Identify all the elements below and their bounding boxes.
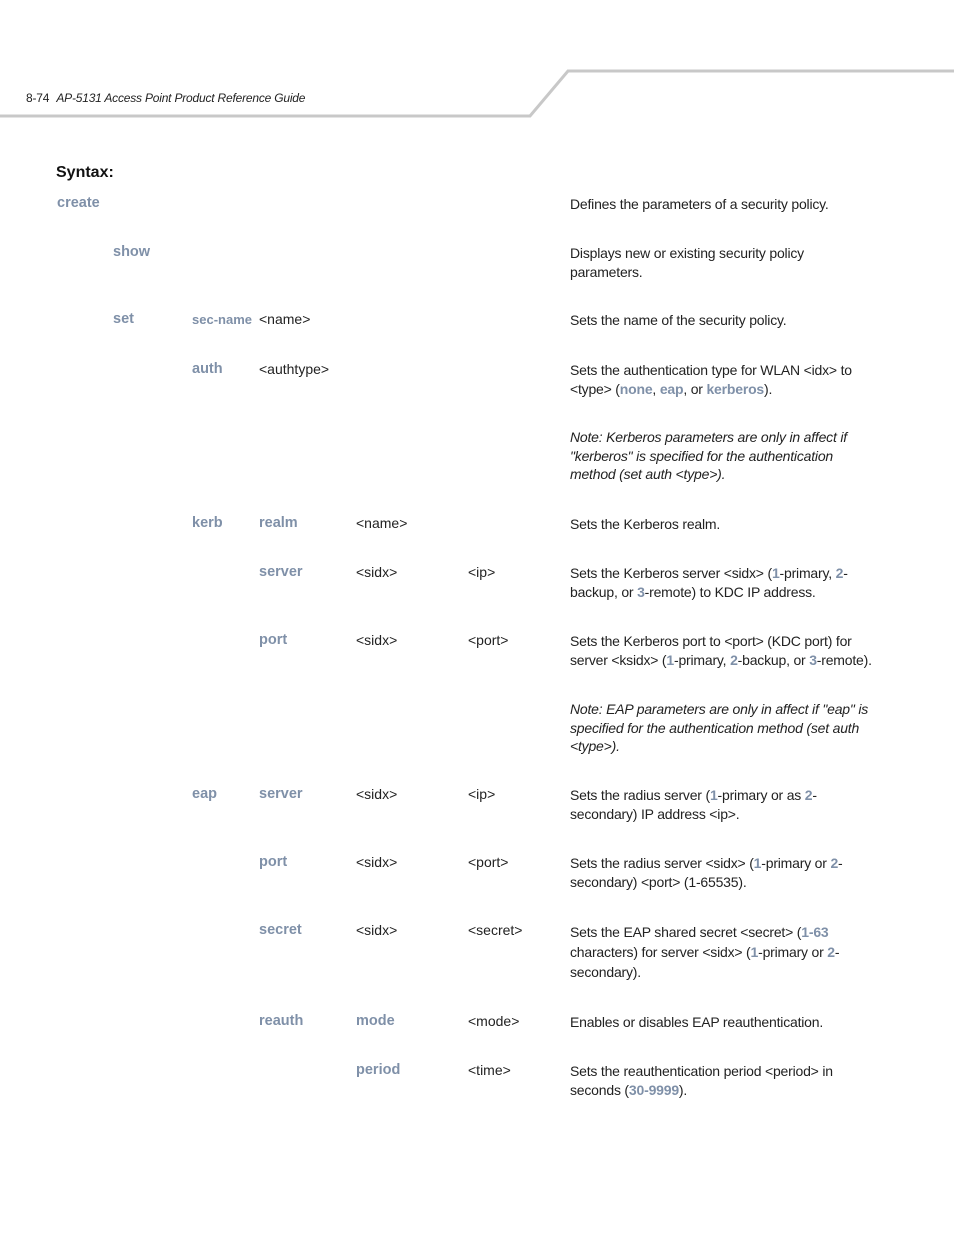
desc-eap-secret: Sets the EAP shared secret <secret> (1-63 characters) for server <sidx> (1-primary or 2-secondary). — [570, 924, 840, 980]
arg-eap-secret-secret: <secret> — [468, 922, 523, 938]
desc-kerb-realm: Sets the Kerberos realm. — [570, 516, 721, 532]
desc-sec-name: Sets the name of the security policy. — [570, 312, 787, 328]
arg-kerb-server-sidx: <sidx> — [356, 564, 398, 580]
page-number: 8-74 — [26, 91, 50, 105]
note-kerberos: Note: Kerberos parameters are only in affect if "kerberos" is specified for the authentication method (set auth <type>). — [570, 429, 847, 482]
desc-auth: Sets the authentication type for WLAN <idx> to <type> (none, eap, or kerberos). — [570, 362, 852, 397]
cmd-kerb-port: port — [259, 632, 288, 648]
cmd-eap-reauth: reauth — [259, 1013, 304, 1029]
desc-create: Defines the parameters of a security policy. — [570, 196, 829, 212]
guide-title: AP-5131 Access Point Product Reference Guide — [56, 91, 306, 105]
desc-kerb-server: Sets the Kerberos server <sidx> (1-primary, 2-backup, or 3-remote) to KDC IP address. — [570, 565, 848, 600]
arg-eap-port-port: <port> — [468, 854, 509, 870]
arg-eap-secret-sidx: <sidx> — [356, 922, 398, 938]
cmd-set: set — [113, 311, 134, 327]
desc-eap-port: Sets the radius server <sidx> (1-primary or 2-secondary) <port> (1-65535). — [570, 855, 843, 890]
arg-reauth-time: <time> — [468, 1062, 511, 1078]
arg-kerb-server-ip: <ip> — [468, 564, 496, 580]
cmd-eap: eap — [192, 786, 217, 802]
cmd-eap-port: port — [259, 854, 288, 870]
arg-kerb-port-sidx: <sidx> — [356, 632, 398, 648]
arg-realm-name: <name> — [356, 515, 408, 531]
header-rule — [0, 0, 954, 130]
syntax-heading: Syntax: — [56, 164, 114, 181]
arg-authtype: <authtype> — [259, 361, 330, 377]
desc-kerb-port: Sets the Kerberos port to <port> (KDC port) for server <ksidx> (1-primary, 2-backup, or 3-remote). — [570, 633, 872, 668]
desc-eap-server: Sets the radius server (1-primary or as 2-secondary) IP address <ip>. — [570, 787, 817, 822]
cmd-create: create — [57, 195, 100, 211]
desc-reauth-mode: Enables or disables EAP reauthentication. — [570, 1014, 824, 1030]
arg-eap-port-sidx: <sidx> — [356, 854, 398, 870]
cmd-sec-name: sec-name — [192, 312, 252, 327]
note-eap: Note: EAP parameters are only in affect if "eap" is specified for the authentication method (set auth <type>). — [570, 701, 869, 754]
arg-eap-server-sidx: <sidx> — [356, 786, 398, 802]
arg-eap-server-ip: <ip> — [468, 786, 496, 802]
cmd-kerb: kerb — [192, 515, 223, 531]
cmd-reauth-period: period — [356, 1062, 401, 1078]
cmd-reauth-mode: mode — [356, 1013, 395, 1029]
arg-kerb-port-port: <port> — [468, 632, 509, 648]
running-header — [26, 91, 305, 105]
desc-show: Displays new or existing security policy parameters. — [570, 245, 804, 280]
arg-reauth-mode: <mode> — [468, 1013, 520, 1029]
cmd-eap-secret: secret — [259, 922, 302, 938]
cmd-kerb-realm: realm — [259, 515, 298, 531]
arg-name: <name> — [259, 311, 311, 327]
cmd-show: show — [113, 244, 151, 260]
desc-reauth-period: Sets the reauthentication period <period> in seconds (30-9999). — [570, 1063, 833, 1098]
cmd-eap-server: server — [259, 786, 303, 802]
cmd-kerb-server: server — [259, 564, 303, 580]
cmd-auth: auth — [192, 361, 223, 377]
